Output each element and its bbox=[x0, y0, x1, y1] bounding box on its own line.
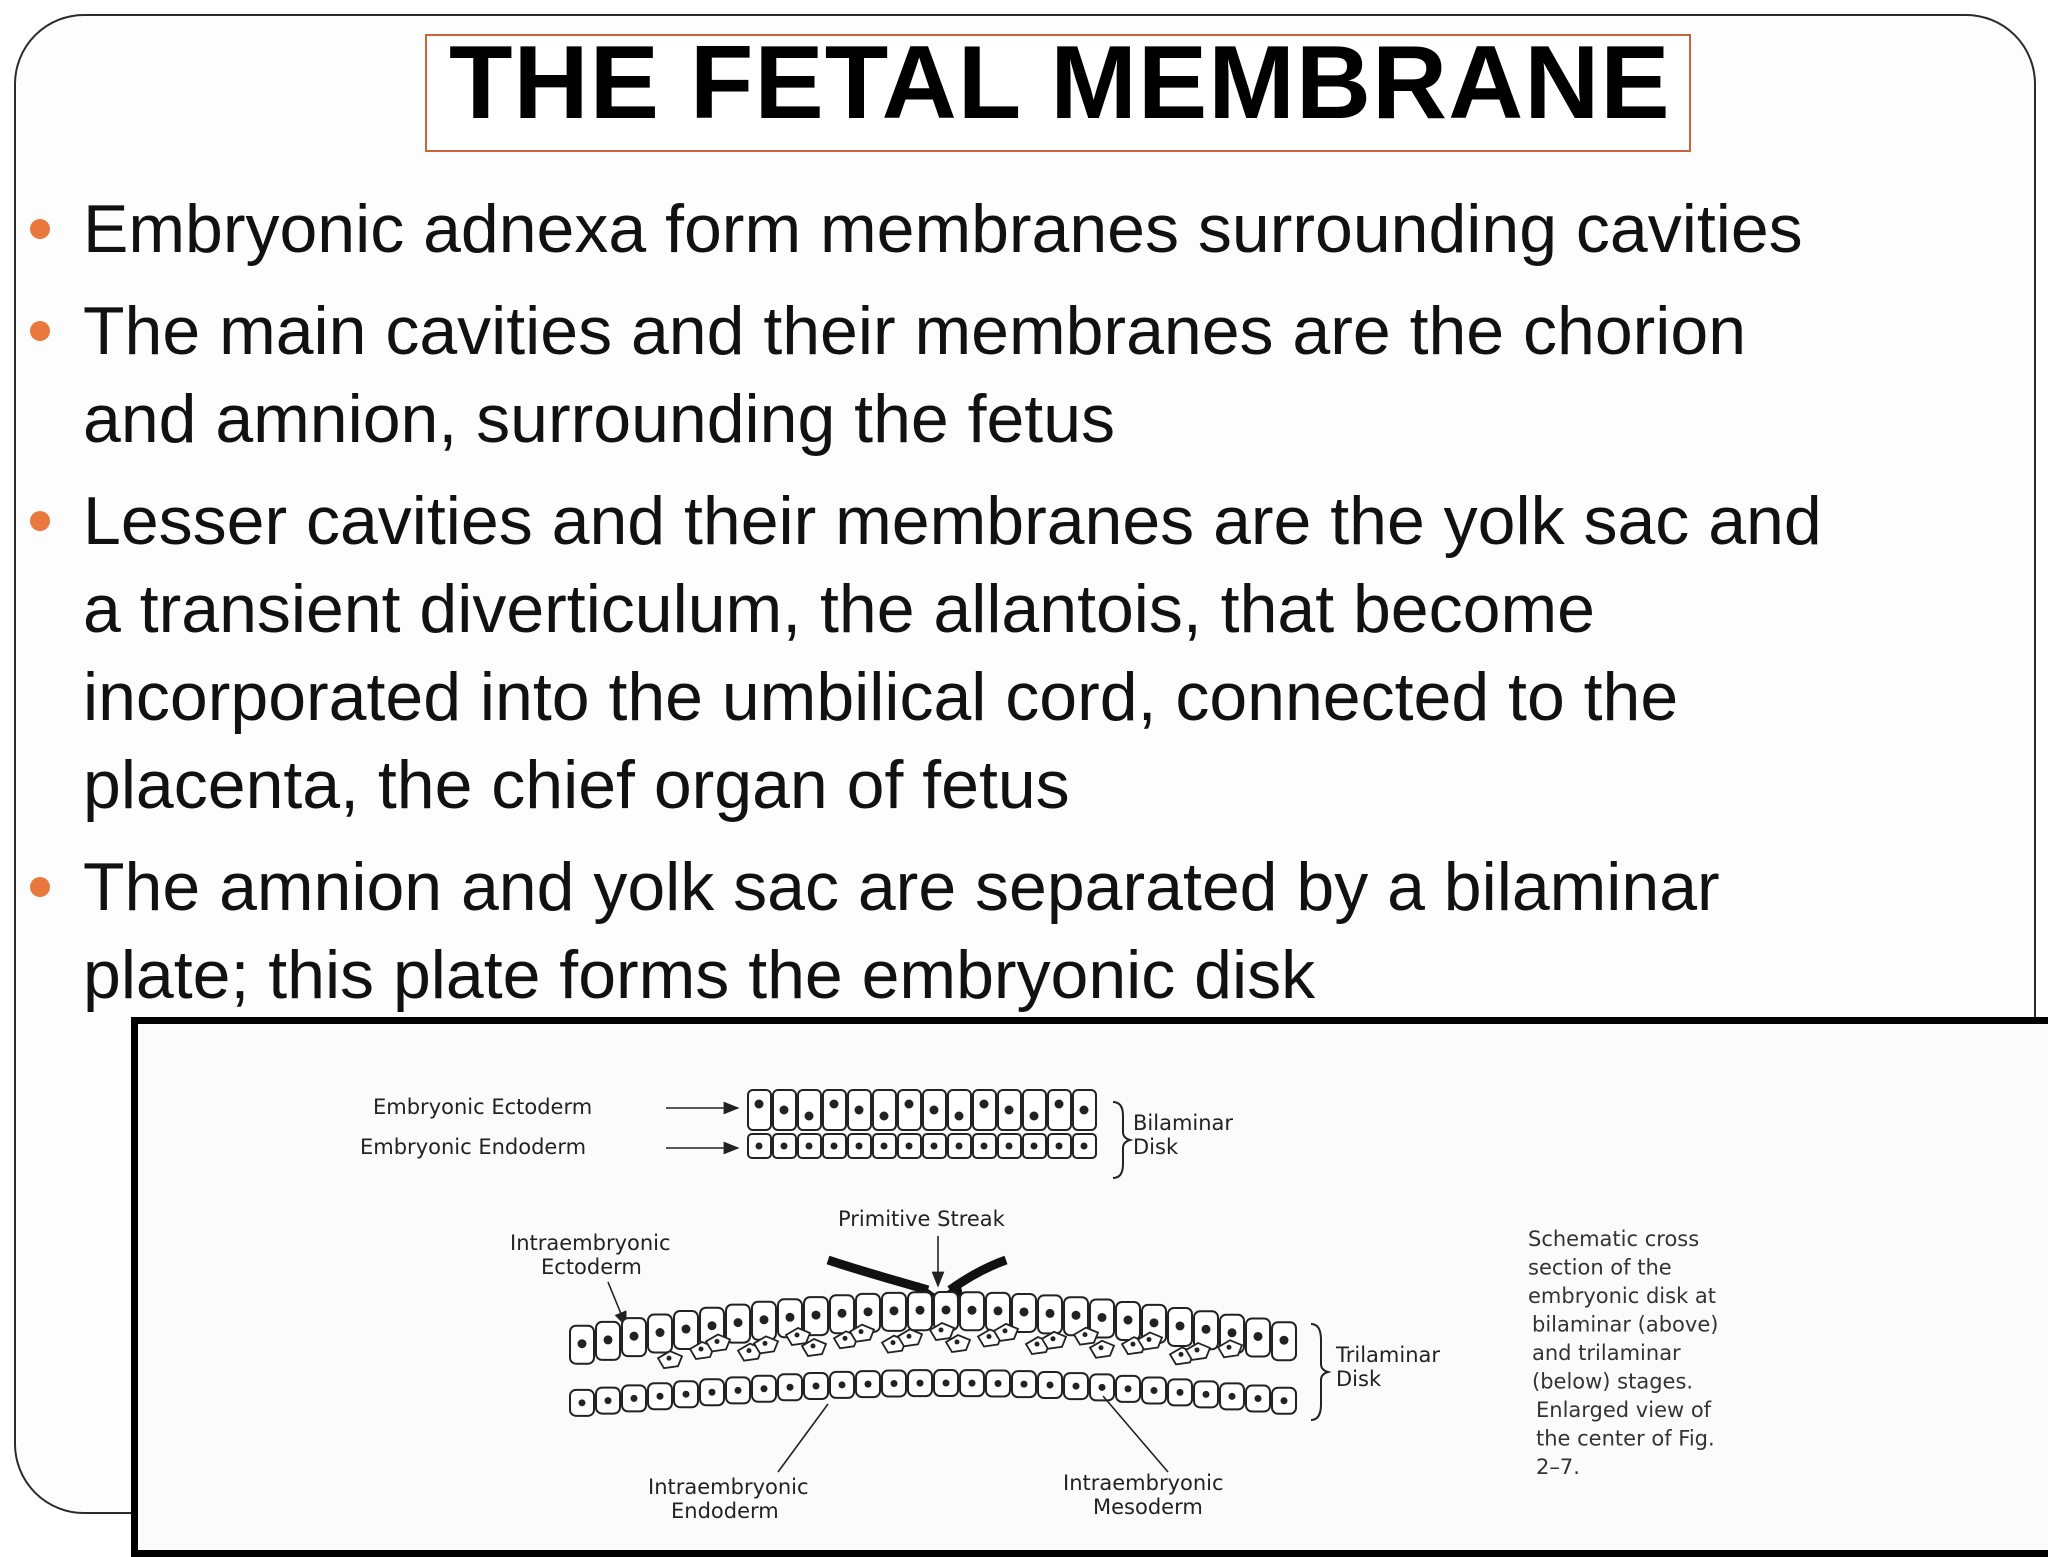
cell-nucleus bbox=[917, 1380, 924, 1387]
label-bilaminar: Bilaminar bbox=[1133, 1111, 1234, 1135]
ectoderm-cell bbox=[1048, 1090, 1071, 1130]
cell-nucleus bbox=[916, 1306, 925, 1315]
cell-nucleus bbox=[1227, 1345, 1232, 1350]
bullet-line: placenta, the chief organ of fetus bbox=[83, 747, 1070, 823]
cell-nucleus bbox=[605, 1397, 612, 1404]
bullet-line: plate; this plate forms the embryonic disk bbox=[83, 937, 1316, 1013]
cell-nucleus bbox=[1047, 1382, 1054, 1389]
bullet-item bbox=[0, 843, 2000, 1019]
label-trilaminar: Trilaminar bbox=[1336, 1343, 1441, 1367]
cell-nucleus bbox=[1003, 1328, 1008, 1333]
bullet-line: and amnion, surrounding the fetus bbox=[83, 381, 1116, 457]
cell-nucleus bbox=[579, 1399, 586, 1406]
cell-nucleus bbox=[831, 1143, 838, 1150]
ectoderm-cell bbox=[973, 1090, 996, 1130]
cell-nucleus bbox=[763, 1341, 768, 1346]
figure-panel bbox=[131, 1017, 2048, 1557]
cell-nucleus bbox=[1124, 1316, 1133, 1325]
cell-nucleus bbox=[1125, 1385, 1132, 1392]
trilaminar-disk-cells bbox=[570, 1292, 1296, 1416]
cell-nucleus bbox=[1051, 1336, 1056, 1341]
bullet-list bbox=[0, 185, 2000, 1033]
cell-nucleus bbox=[969, 1380, 976, 1387]
bullet-item bbox=[0, 185, 2000, 273]
cell-nucleus bbox=[1031, 1143, 1038, 1150]
cell-nucleus bbox=[709, 1389, 716, 1396]
cell-nucleus bbox=[682, 1325, 691, 1334]
cell-nucleus bbox=[747, 1348, 752, 1353]
cell-nucleus bbox=[761, 1385, 768, 1392]
caption-line: Enlarged view of bbox=[1536, 1398, 1712, 1422]
cell-nucleus bbox=[780, 1106, 789, 1115]
figure-caption bbox=[1528, 1227, 1718, 1479]
bullet-line: a transient diverticulum, the allantois, that become bbox=[83, 571, 1595, 647]
bullet-item bbox=[0, 477, 2000, 829]
cell-nucleus bbox=[865, 1381, 872, 1388]
cell-nucleus bbox=[806, 1143, 813, 1150]
cell-nucleus bbox=[734, 1318, 743, 1327]
cell-nucleus bbox=[1006, 1143, 1013, 1150]
caption-line: and trilaminar bbox=[1532, 1341, 1681, 1365]
cell-nucleus bbox=[1131, 1342, 1136, 1347]
cell-nucleus bbox=[795, 1333, 800, 1338]
cell-nucleus bbox=[1056, 1143, 1063, 1150]
cell-nucleus bbox=[930, 1106, 939, 1115]
cell-nucleus bbox=[1055, 1100, 1064, 1109]
caption-line: 2–7. bbox=[1536, 1455, 1580, 1479]
cell-nucleus bbox=[1073, 1383, 1080, 1390]
cell-nucleus bbox=[760, 1315, 769, 1324]
cell-nucleus bbox=[1229, 1393, 1236, 1400]
bullet-item bbox=[0, 287, 2000, 463]
ectoderm-cell bbox=[898, 1090, 921, 1130]
cell-nucleus bbox=[786, 1313, 795, 1322]
cell-nucleus bbox=[813, 1383, 820, 1390]
cell-nucleus bbox=[699, 1346, 704, 1351]
ectoderm-cell bbox=[798, 1090, 821, 1130]
cell-nucleus bbox=[735, 1387, 742, 1394]
caption-line: bilaminar (above) bbox=[1532, 1312, 1719, 1337]
slide-title: THE FETAL MEMBRANE bbox=[449, 34, 1671, 141]
cell-nucleus bbox=[1254, 1332, 1263, 1341]
cell-nucleus bbox=[906, 1143, 913, 1150]
cell-nucleus bbox=[667, 1356, 672, 1361]
cell-nucleus bbox=[1281, 1397, 1288, 1404]
cell-nucleus bbox=[1030, 1112, 1039, 1121]
cell-nucleus bbox=[905, 1100, 914, 1109]
cell-nucleus bbox=[1080, 1106, 1089, 1115]
cell-nucleus bbox=[578, 1339, 587, 1348]
cell-nucleus bbox=[968, 1306, 977, 1315]
caption-line: the center of Fig. bbox=[1536, 1426, 1715, 1451]
cell-nucleus bbox=[890, 1306, 899, 1315]
cell-nucleus bbox=[1177, 1389, 1184, 1396]
cell-nucleus bbox=[943, 1380, 950, 1387]
cell-nucleus bbox=[981, 1143, 988, 1150]
embryonic-disk-diagram bbox=[138, 1024, 2048, 1550]
cell-nucleus bbox=[1255, 1395, 1262, 1402]
cell-nucleus bbox=[1228, 1328, 1237, 1337]
label-intra-endoderm-2: Endoderm bbox=[671, 1499, 779, 1523]
caption-line: Schematic cross bbox=[1528, 1227, 1700, 1251]
cell-nucleus bbox=[1072, 1311, 1081, 1320]
cell-nucleus bbox=[1005, 1106, 1014, 1115]
cell-nucleus bbox=[830, 1100, 839, 1109]
bullet-line: The main cavities and their membranes are the chorion bbox=[83, 293, 1747, 369]
trilaminar-brace bbox=[1311, 1324, 1328, 1420]
cell-nucleus bbox=[942, 1306, 951, 1315]
bilaminar-disk-cells bbox=[748, 1090, 1096, 1158]
cell-nucleus bbox=[881, 1143, 888, 1150]
cell-nucleus bbox=[1203, 1391, 1210, 1398]
cell-nucleus bbox=[715, 1339, 720, 1344]
cell-nucleus bbox=[756, 1143, 763, 1150]
label-bilaminar-disk: Disk bbox=[1133, 1135, 1179, 1159]
bilaminar-brace bbox=[1113, 1102, 1130, 1178]
ectoderm-cell bbox=[1023, 1090, 1046, 1130]
cell-nucleus bbox=[939, 1328, 944, 1333]
cell-nucleus bbox=[980, 1100, 989, 1109]
cell-nucleus bbox=[1179, 1352, 1184, 1357]
cell-nucleus bbox=[1150, 1318, 1159, 1327]
caption-line: (below) stages. bbox=[1532, 1369, 1694, 1394]
cell-nucleus bbox=[755, 1100, 764, 1109]
cell-nucleus bbox=[1147, 1337, 1152, 1342]
cell-nucleus bbox=[955, 1340, 960, 1345]
label-embryonic-endoderm: Embryonic Endoderm bbox=[360, 1135, 587, 1159]
ectoderm-cell bbox=[823, 1090, 846, 1130]
bullet-line: Embryonic adnexa form membranes surrounding cavities bbox=[83, 191, 1803, 267]
cell-nucleus bbox=[1021, 1381, 1028, 1388]
caption-line: section of the bbox=[1528, 1255, 1672, 1280]
cell-nucleus bbox=[1046, 1309, 1055, 1318]
cell-nucleus bbox=[1020, 1307, 1029, 1316]
bullet-line: incorporated into the umbilical cord, connected to the bbox=[83, 659, 1679, 735]
bullet-dot-icon bbox=[30, 877, 50, 897]
line-intra-mesoderm bbox=[1103, 1396, 1168, 1472]
label-intra-mesoderm-2: Mesoderm bbox=[1093, 1495, 1203, 1519]
cell-nucleus bbox=[1280, 1336, 1289, 1345]
cell-nucleus bbox=[856, 1143, 863, 1150]
cell-nucleus bbox=[631, 1395, 638, 1402]
cell-nucleus bbox=[787, 1384, 794, 1391]
cell-nucleus bbox=[1202, 1325, 1211, 1334]
ectoderm-cell bbox=[873, 1090, 896, 1130]
caption-line: embryonic disk at bbox=[1528, 1284, 1717, 1308]
cell-nucleus bbox=[781, 1143, 788, 1150]
streak-arrow-left bbox=[828, 1260, 928, 1290]
label-intra-ectoderm-1: Intraembryonic bbox=[510, 1231, 671, 1255]
cell-nucleus bbox=[955, 1112, 964, 1121]
bullet-dot-icon bbox=[30, 219, 50, 239]
label-intra-ectoderm-2: Ectoderm bbox=[541, 1255, 642, 1279]
cell-nucleus bbox=[931, 1143, 938, 1150]
cell-nucleus bbox=[1151, 1387, 1158, 1394]
cell-nucleus bbox=[1099, 1384, 1106, 1391]
cell-nucleus bbox=[839, 1381, 846, 1388]
label-intra-endoderm-1: Intraembryonic bbox=[648, 1475, 809, 1499]
cell-nucleus bbox=[604, 1335, 613, 1344]
cell-nucleus bbox=[805, 1112, 814, 1121]
cell-nucleus bbox=[987, 1334, 992, 1339]
cell-nucleus bbox=[657, 1393, 664, 1400]
label-primitive-streak: Primitive Streak bbox=[838, 1207, 1005, 1231]
cell-nucleus bbox=[1098, 1313, 1107, 1322]
line-intra-endoderm bbox=[778, 1404, 828, 1472]
label-trilaminar-disk: Disk bbox=[1336, 1367, 1382, 1391]
cell-nucleus bbox=[1081, 1143, 1088, 1150]
cell-nucleus bbox=[995, 1380, 1002, 1387]
title-box bbox=[425, 34, 1691, 152]
cell-nucleus bbox=[891, 1340, 896, 1345]
cell-nucleus bbox=[864, 1307, 873, 1316]
ectoderm-cell bbox=[948, 1090, 971, 1130]
cell-nucleus bbox=[1195, 1347, 1200, 1352]
cell-nucleus bbox=[1099, 1345, 1104, 1350]
label-embryonic-ectoderm: Embryonic Ectoderm bbox=[373, 1095, 593, 1119]
cell-nucleus bbox=[891, 1380, 898, 1387]
bullet-line: Lesser cavities and their membranes are the yolk sac and bbox=[83, 483, 1822, 559]
cell-nucleus bbox=[656, 1328, 665, 1337]
cell-nucleus bbox=[956, 1143, 963, 1150]
cell-nucleus bbox=[907, 1334, 912, 1339]
cell-nucleus bbox=[1083, 1332, 1088, 1337]
cell-nucleus bbox=[855, 1106, 864, 1115]
bullet-line: The amnion and yolk sac are separated by a bilaminar bbox=[83, 849, 1720, 925]
cell-nucleus bbox=[708, 1321, 717, 1330]
cell-nucleus bbox=[1035, 1342, 1040, 1347]
label-intra-mesoderm-1: Intraembryonic bbox=[1063, 1471, 1224, 1495]
cell-nucleus bbox=[994, 1306, 1003, 1315]
cell-nucleus bbox=[683, 1391, 690, 1398]
bullet-dot-icon bbox=[30, 511, 50, 531]
cell-nucleus bbox=[843, 1336, 848, 1341]
cell-nucleus bbox=[811, 1344, 816, 1349]
bullet-dot-icon bbox=[30, 321, 50, 341]
cell-nucleus bbox=[812, 1311, 821, 1320]
ectoderm-cell bbox=[748, 1090, 771, 1130]
cell-nucleus bbox=[1176, 1321, 1185, 1330]
cell-nucleus bbox=[859, 1329, 864, 1334]
cell-nucleus bbox=[880, 1112, 889, 1121]
cell-nucleus bbox=[630, 1332, 639, 1341]
cell-nucleus bbox=[838, 1309, 847, 1318]
